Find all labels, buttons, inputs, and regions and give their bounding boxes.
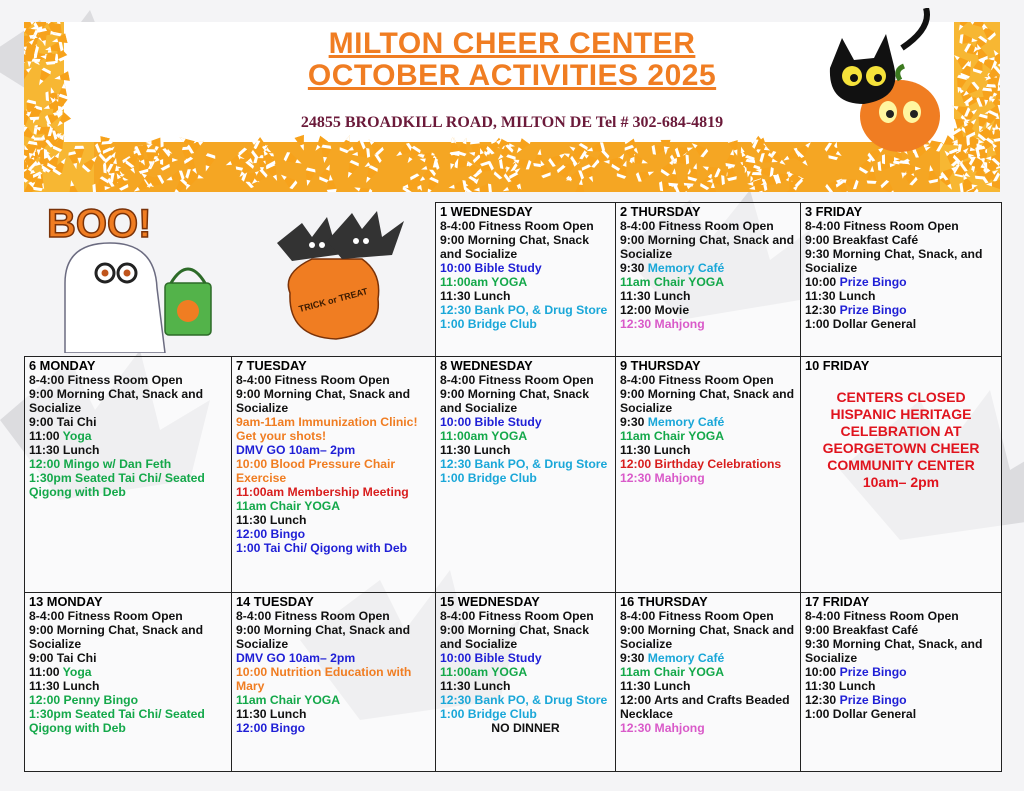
activity-text: 10:00 Bible Study bbox=[440, 414, 542, 429]
activity-text: 12:00 Movie bbox=[620, 303, 690, 317]
activity-text: 8-4:00 Fitness Room Open bbox=[805, 219, 959, 233]
activity-text: 11am Chair YOGA bbox=[620, 428, 725, 443]
activity-text: 11am Chair YOGA bbox=[620, 664, 725, 679]
activity-item bbox=[440, 443, 611, 457]
activity-text: 8-4:00 Fitness Room Open bbox=[440, 372, 594, 387]
activity-text: 9:00 Breakfast Café bbox=[805, 622, 919, 637]
closed-time: 10am– 2pm bbox=[862, 473, 940, 490]
activity-item bbox=[805, 609, 997, 623]
activity-text: 1:30pm Seated Tai Chi/ Seated Qigong with Deb bbox=[29, 706, 205, 735]
activity-text: 11:30 Lunch bbox=[440, 678, 511, 693]
day-cell-15 bbox=[436, 592, 616, 771]
trick-or-treat-label: TRICK or TREAT bbox=[297, 285, 369, 314]
activity-text: 11:30 Lunch bbox=[236, 706, 307, 721]
day-cell-16 bbox=[616, 592, 801, 771]
activity-text: 8-4:00 Fitness Room Open bbox=[29, 372, 183, 387]
activity-item bbox=[236, 651, 431, 665]
activity-item bbox=[236, 443, 431, 457]
activity-text: 9am-11am Immunization Clinic! Get your shots! bbox=[236, 414, 418, 443]
activity-item bbox=[805, 693, 997, 707]
day-cell-6 bbox=[25, 356, 232, 592]
activity-text: 11:30 Lunch bbox=[620, 678, 691, 693]
activity-text: 12:30 Mahjong bbox=[620, 720, 705, 735]
activity-text: 11:30 Lunch bbox=[236, 512, 307, 527]
week-row-2 bbox=[25, 356, 1002, 592]
activity-item bbox=[440, 219, 611, 233]
activity-item bbox=[805, 233, 997, 247]
activity-item bbox=[29, 443, 227, 457]
activity-item bbox=[29, 693, 227, 707]
day-heading: 10 FRIDAY bbox=[805, 357, 870, 373]
activity-text: 1:00 Dollar General bbox=[805, 706, 917, 721]
activity-text: 11am Chair YOGA bbox=[236, 692, 341, 707]
activity-item bbox=[440, 721, 611, 735]
activity-item bbox=[620, 665, 796, 679]
day-heading: 3 FRIDAY bbox=[805, 204, 863, 219]
activity-item bbox=[29, 457, 227, 471]
activity-item bbox=[236, 499, 431, 513]
activity-item bbox=[236, 609, 431, 623]
activity-text: 9:30 Morning Chat, Snack, and Socialize bbox=[805, 247, 983, 275]
activity-text: 8-4:00 Fitness Room Open bbox=[440, 608, 594, 623]
day-cell-9 bbox=[616, 356, 801, 592]
activity-text: 11:30 Lunch bbox=[29, 678, 100, 693]
activity-item bbox=[236, 721, 431, 735]
activity-item bbox=[805, 637, 997, 665]
day-cell-1 bbox=[436, 203, 616, 357]
activity-item bbox=[29, 707, 227, 735]
activity-text: 11:00am Membership Meeting bbox=[236, 484, 409, 499]
day-heading: 17 FRIDAY bbox=[805, 593, 870, 609]
closed-notice: CENTERS CLOSED HISPANIC HERITAGE CELEBRATION AT GEORGETOWN CHEER COMMUNITY CENTER bbox=[822, 388, 980, 473]
activity-item bbox=[620, 721, 796, 735]
activity-time: 10:00 bbox=[805, 664, 840, 679]
trick-treat-cell bbox=[232, 203, 436, 357]
activity-item bbox=[620, 651, 796, 665]
day-cell-8 bbox=[436, 356, 616, 592]
activity-text: 12:00 Bingo bbox=[236, 526, 306, 541]
day-heading: 1 WEDNESDAY bbox=[440, 204, 533, 219]
activity-text: Memory Café bbox=[647, 414, 725, 429]
activity-text: Memory Café bbox=[647, 261, 725, 275]
day-heading: 14 TUESDAY bbox=[236, 593, 314, 609]
activity-text: 9:00 Morning Chat, Snack and Socialize bbox=[29, 386, 204, 415]
activity-text: 11am Chair YOGA bbox=[236, 498, 341, 513]
activity-text: NO DINNER bbox=[491, 720, 560, 735]
day-heading: 2 THURSDAY bbox=[620, 204, 701, 219]
activity-text: 8-4:00 Fitness Room Open bbox=[29, 608, 183, 623]
activity-item bbox=[620, 457, 796, 471]
activity-item bbox=[620, 261, 796, 275]
activity-text: 1:00 Bridge Club bbox=[440, 317, 537, 331]
week-row-3 bbox=[25, 592, 1002, 771]
boo-ghost-cell bbox=[25, 203, 232, 357]
activities-calendar bbox=[24, 202, 1002, 772]
activity-time: 11:00 bbox=[29, 664, 63, 679]
activity-item bbox=[620, 471, 796, 485]
activity-item bbox=[29, 415, 227, 429]
activity-text: 12:00 Birthday Celebrations bbox=[620, 456, 782, 471]
trick-or-treat-bag-icon bbox=[232, 203, 432, 353]
activity-item bbox=[236, 457, 431, 485]
activity-text: 8-4:00 Fitness Room Open bbox=[236, 608, 390, 623]
activity-text: 9:00 Morning Chat, Snack and Socialize bbox=[440, 622, 589, 651]
activity-item bbox=[620, 693, 796, 721]
activity-item bbox=[805, 219, 997, 233]
activity-text: 12:30 Bank PO, & Drug Store bbox=[440, 456, 608, 471]
activity-text: 9:00 Morning Chat, Snack and Socialize bbox=[620, 386, 795, 415]
activity-text: 11:30 Lunch bbox=[440, 289, 511, 303]
activity-item bbox=[236, 387, 431, 415]
boo-text: BOO! bbox=[46, 202, 151, 246]
boo-ghost-icon bbox=[25, 203, 225, 353]
activity-text: 1:30pm Seated Tai Chi/ Seated Qigong with Deb bbox=[29, 470, 205, 499]
activity-text: 1:00 Bridge Club bbox=[440, 706, 537, 721]
activity-text: 9:00 Morning Chat, Snack and Socialize bbox=[440, 386, 589, 415]
activity-item bbox=[440, 623, 611, 651]
activity-text: 10:00 Bible Study bbox=[440, 261, 542, 275]
activity-item bbox=[440, 233, 611, 261]
activity-text: 12:00 Arts and Crafts Beaded Necklace bbox=[620, 692, 790, 721]
activity-text: 9:00 Morning Chat, Snack and Socialize bbox=[620, 622, 795, 651]
activity-time: 9:30 bbox=[620, 650, 648, 665]
activity-item bbox=[805, 707, 997, 721]
activity-item bbox=[29, 651, 227, 665]
activity-text: 11:30 Lunch bbox=[29, 442, 100, 457]
activity-item bbox=[440, 457, 611, 471]
day-cell-2 bbox=[616, 203, 801, 357]
activity-text: 9:00 Morning Chat, Snack and Socialize bbox=[29, 622, 204, 651]
black-cat-pumpkin-icon bbox=[822, 8, 942, 158]
activity-text: 10:00 Nutrition Education with Mary bbox=[236, 664, 412, 693]
activity-text: 12:30 Bank PO, & Drug Store bbox=[440, 303, 608, 317]
activity-text: 12:00 Bingo bbox=[236, 720, 306, 735]
activity-item bbox=[620, 415, 796, 429]
activity-item bbox=[236, 707, 431, 721]
day-heading: 16 THURSDAY bbox=[620, 593, 708, 609]
activity-item bbox=[620, 233, 796, 261]
activity-item bbox=[440, 707, 611, 721]
activity-item bbox=[805, 303, 997, 317]
activity-item bbox=[805, 275, 997, 289]
day-heading: 13 MONDAY bbox=[29, 593, 103, 609]
activity-item bbox=[236, 373, 431, 387]
activity-text: Yoga bbox=[62, 428, 92, 443]
activity-text: 11:30 Lunch bbox=[805, 678, 876, 693]
day-cell-10 bbox=[801, 356, 1002, 592]
activity-item bbox=[236, 415, 431, 443]
activity-text: 8-4:00 Fitness Room Open bbox=[236, 372, 390, 387]
activity-text: 9:00 Breakfast Café bbox=[805, 233, 919, 247]
activity-item bbox=[620, 679, 796, 693]
activity-item bbox=[620, 275, 796, 289]
activity-text: 8-4:00 Fitness Room Open bbox=[805, 608, 959, 623]
activity-item bbox=[805, 289, 997, 303]
day-heading: 9 THURSDAY bbox=[620, 357, 701, 373]
activity-item bbox=[805, 679, 997, 693]
activity-text: 11am Chair YOGA bbox=[620, 275, 725, 289]
activity-item bbox=[805, 665, 997, 679]
activity-item bbox=[236, 665, 431, 693]
activity-text: 9:00 Tai Chi bbox=[29, 650, 97, 665]
activity-item bbox=[440, 387, 611, 415]
activity-item bbox=[29, 471, 227, 499]
week-row-1 bbox=[25, 203, 1002, 357]
activity-text: 1:00 Bridge Club bbox=[440, 470, 537, 485]
day-heading: 15 WEDNESDAY bbox=[440, 593, 540, 609]
activity-item bbox=[440, 679, 611, 693]
activity-text: 12:00 Mingo w/ Dan Feth bbox=[29, 456, 172, 471]
activity-item bbox=[440, 303, 611, 317]
activity-item bbox=[620, 289, 796, 303]
activity-text: 9:00 Morning Chat, Snack and Socialize bbox=[620, 233, 795, 261]
day-heading: 7 TUESDAY bbox=[236, 357, 307, 373]
activity-text: 11:30 Lunch bbox=[620, 442, 691, 457]
activity-item bbox=[29, 373, 227, 387]
activity-text: 11:00am YOGA bbox=[440, 275, 528, 289]
activity-text: 12:30 Bank PO, & Drug Store bbox=[440, 692, 608, 707]
activity-item bbox=[805, 317, 997, 331]
activity-item bbox=[440, 665, 611, 679]
activity-time: 10:00 bbox=[805, 275, 840, 289]
activity-item bbox=[440, 471, 611, 485]
activity-item bbox=[29, 387, 227, 415]
activity-text: 8-4:00 Fitness Room Open bbox=[620, 219, 774, 233]
activity-text: 9:00 Morning Chat, Snack and Socialize bbox=[440, 233, 589, 261]
activity-item bbox=[236, 485, 431, 499]
page-title: MILTON CHEER CENTER bbox=[328, 27, 696, 60]
activity-item bbox=[29, 429, 227, 443]
activity-item bbox=[236, 513, 431, 527]
activity-item bbox=[805, 623, 997, 637]
activity-text: 11:00am YOGA bbox=[440, 428, 528, 443]
activity-text: 9:00 Morning Chat, Snack and Socialize bbox=[236, 622, 411, 651]
activity-text: 9:30 Morning Chat, Snack, and Socialize bbox=[805, 636, 983, 665]
activity-text: DMV GO 10am– 2pm bbox=[236, 442, 356, 457]
activity-time: 12:30 bbox=[805, 303, 840, 317]
day-cell-13 bbox=[25, 592, 232, 771]
activity-item bbox=[620, 373, 796, 387]
activity-item bbox=[620, 303, 796, 317]
activity-text: 11:30 Lunch bbox=[620, 289, 691, 303]
day-cell-14 bbox=[232, 592, 436, 771]
activity-item bbox=[620, 443, 796, 457]
activity-item bbox=[620, 387, 796, 415]
activity-item bbox=[29, 679, 227, 693]
page-subtitle: OCTOBER ACTIVITIES 2025 bbox=[307, 59, 717, 92]
activity-time: 11:00 bbox=[29, 428, 63, 443]
activity-item bbox=[440, 651, 611, 665]
activity-item bbox=[440, 317, 611, 331]
activity-text: 8-4:00 Fitness Room Open bbox=[620, 372, 774, 387]
activity-item bbox=[440, 261, 611, 275]
activity-item bbox=[620, 429, 796, 443]
activity-item bbox=[805, 247, 997, 275]
activity-item bbox=[440, 429, 611, 443]
day-heading: 8 WEDNESDAY bbox=[440, 357, 533, 373]
activity-text: 10:00 Blood Pressure Chair Exercise bbox=[236, 456, 396, 485]
activity-text: 12:30 Mahjong bbox=[620, 317, 705, 331]
activity-text: DMV GO 10am– 2pm bbox=[236, 650, 356, 665]
address-line: 24855 BROADKILL ROAD, MILTON DE Tel # 302-684-4819 bbox=[300, 114, 724, 131]
activity-item bbox=[236, 541, 431, 555]
activity-item bbox=[440, 289, 611, 303]
activity-item bbox=[29, 665, 227, 679]
activity-text: Prize Bingo bbox=[839, 275, 907, 289]
activity-time: 12:30 bbox=[805, 692, 840, 707]
activity-item bbox=[236, 623, 431, 651]
activity-text: Prize Bingo bbox=[839, 692, 907, 707]
activity-text: 1:00 Tai Chi/ Qigong with Deb bbox=[236, 540, 408, 555]
activity-item bbox=[620, 317, 796, 331]
activity-item bbox=[236, 693, 431, 707]
activity-item bbox=[620, 219, 796, 233]
activity-text: 11:00am YOGA bbox=[440, 664, 528, 679]
activity-item bbox=[440, 275, 611, 289]
activity-text: 12:00 Penny Bingo bbox=[29, 692, 139, 707]
activity-text: 10:00 Bible Study bbox=[440, 650, 542, 665]
activity-text: Prize Bingo bbox=[839, 303, 907, 317]
day-cell-17 bbox=[801, 592, 1002, 771]
activity-text: Memory Café bbox=[647, 650, 725, 665]
activity-item bbox=[440, 609, 611, 623]
activity-time: 9:30 bbox=[620, 414, 648, 429]
activity-text: Prize Bingo bbox=[839, 664, 907, 679]
activity-item bbox=[440, 373, 611, 387]
activity-text: 8-4:00 Fitness Room Open bbox=[440, 219, 594, 233]
activity-item bbox=[620, 623, 796, 651]
activity-text: 11:30 Lunch bbox=[440, 442, 511, 457]
activity-item bbox=[236, 527, 431, 541]
activity-text: 9:00 Morning Chat, Snack and Socialize bbox=[236, 386, 411, 415]
activity-text: 12:30 Mahjong bbox=[620, 470, 705, 485]
activity-time: 9:30 bbox=[620, 261, 648, 275]
activity-text: 9:00 Tai Chi bbox=[29, 414, 97, 429]
day-cell-3 bbox=[801, 203, 1002, 357]
activity-text: Yoga bbox=[62, 664, 92, 679]
activity-text: 1:00 Dollar General bbox=[805, 317, 917, 331]
activity-text: 11:30 Lunch bbox=[805, 289, 876, 303]
activity-item bbox=[620, 609, 796, 623]
activity-text: 8-4:00 Fitness Room Open bbox=[620, 608, 774, 623]
activity-item bbox=[440, 415, 611, 429]
activity-item bbox=[29, 623, 227, 651]
activity-item bbox=[440, 693, 611, 707]
day-heading: 6 MONDAY bbox=[29, 357, 96, 373]
day-cell-7 bbox=[232, 356, 436, 592]
activity-item bbox=[29, 609, 227, 623]
